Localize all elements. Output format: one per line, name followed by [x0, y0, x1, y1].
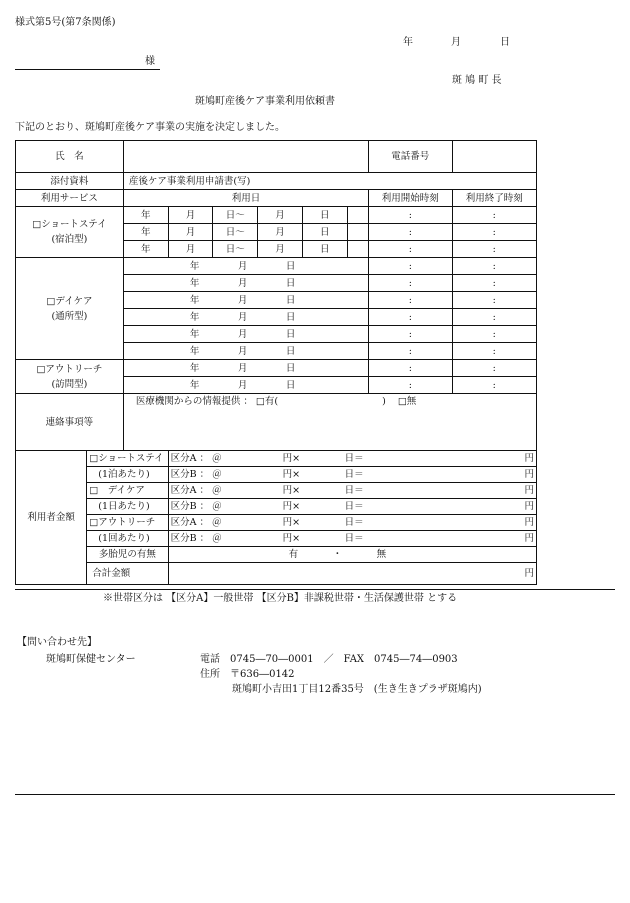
day-care-date[interactable]: 年 月 日 — [123, 343, 368, 360]
start-time-field[interactable]: : — [369, 275, 452, 292]
intro-text: 下記のとおり、斑鳩町産後ケア事業の実施を決定しました。 — [15, 122, 285, 133]
fee-row — [16, 499, 537, 515]
divider-top — [15, 589, 615, 590]
inquiry-postal: 住所 〒636―0142 — [200, 669, 295, 680]
fee-line-a[interactable]: 区分A ： ＠ 円× 日＝ 円 — [168, 515, 536, 531]
start-time-field[interactable]: : — [369, 309, 452, 326]
start-time-field[interactable]: : — [369, 258, 452, 275]
outreach-date[interactable]: 年 月 日 — [123, 360, 368, 377]
date-month-label: 月 — [451, 37, 461, 48]
ss-day-from: 日～ — [213, 224, 258, 241]
date-header: 利用日 — [123, 190, 368, 207]
ss-blank — [347, 207, 368, 224]
date-year-label: 年 — [403, 37, 413, 48]
fee-line-b[interactable]: 区分B ： ＠ 円× 日＝ 円 — [168, 531, 536, 547]
end-time-field[interactable]: : — [452, 343, 537, 360]
ss-day-from: 日～ — [213, 241, 258, 258]
ss-year: 年 — [123, 241, 168, 258]
addressee-suffix: 様 — [145, 56, 155, 67]
twins-row — [16, 547, 537, 563]
start-time-field[interactable]: : — [369, 360, 452, 377]
total-label: 合計金額 — [87, 563, 168, 585]
end-time-field[interactable]: : — [452, 326, 537, 343]
day-care-date[interactable]: 年 月 日 — [123, 292, 368, 309]
ss-month: 月 — [168, 241, 213, 258]
fee-row — [16, 451, 537, 467]
fee-line-b[interactable]: 区分B ： ＠ 円× 日＝ 円 — [168, 467, 536, 483]
ss-month-to: 月 — [258, 241, 303, 258]
ss-day-to: 日 — [302, 224, 347, 241]
day-care-date[interactable]: 年 月 日 — [123, 275, 368, 292]
name-row — [16, 141, 537, 173]
ss-day-to: 日 — [302, 241, 347, 258]
end-time-header: 利用終了時刻 — [452, 190, 537, 207]
fee-service-label[interactable]: □ショートステイ — [87, 451, 168, 467]
date-day-label: 日 — [500, 37, 510, 48]
ss-month-to: 月 — [258, 207, 303, 224]
end-time-field[interactable]: : — [452, 309, 537, 326]
day-care-row — [16, 258, 537, 275]
total-row — [16, 563, 537, 585]
fee-service-label[interactable]: □ デイケア — [87, 483, 168, 499]
fee-line-a[interactable]: 区分A ： ＠ 円× 日＝ 円 — [168, 451, 536, 467]
info-provision-close: ) — [382, 396, 386, 407]
outreach-row — [16, 360, 537, 377]
contact-notes-label: 連絡事項等 — [16, 394, 124, 451]
ss-month-to: 月 — [258, 224, 303, 241]
addressee-underline — [15, 69, 160, 70]
end-time-field[interactable]: : — [452, 360, 537, 377]
day-care-label: □デイケア (通所型) — [16, 258, 124, 360]
fee-row — [16, 483, 537, 499]
issuer: 斑 鳩 町 長 — [452, 75, 502, 86]
fee-row — [16, 515, 537, 531]
attachment-label: 添付資料 — [16, 173, 124, 190]
ss-year: 年 — [123, 207, 168, 224]
end-time-field[interactable]: : — [452, 275, 537, 292]
start-time-field[interactable]: : — [369, 326, 452, 343]
day-care-date[interactable]: 年 月 日 — [123, 309, 368, 326]
household-note: ※世帯区分は 【区分A】一般世帯 【区分B】非課税世帯・生活保護世帯 とする — [103, 593, 458, 604]
info-provision-text: 医療機関からの情報提供 ： □有( — [135, 396, 279, 407]
day-care-date[interactable]: 年 月 日 — [123, 258, 368, 275]
short-stay-row — [16, 207, 537, 224]
phone-field[interactable] — [452, 141, 537, 173]
end-time-field[interactable]: : — [452, 258, 537, 275]
request-form-table — [15, 140, 537, 585]
fee-row — [16, 467, 537, 483]
service-header-row — [16, 190, 537, 207]
ss-month: 月 — [168, 207, 213, 224]
contact-notes-field[interactable] — [123, 394, 536, 451]
ss-month: 月 — [168, 224, 213, 241]
start-time-field[interactable]: : — [369, 377, 452, 394]
fee-line-b[interactable]: 区分B ： ＠ 円× 日＝ 円 — [168, 499, 536, 515]
info-provision-none-checkbox[interactable]: □無 — [397, 396, 417, 407]
attachment-value: 産後ケア事業利用申請書(写) — [123, 173, 536, 190]
end-time-field[interactable]: : — [452, 241, 537, 258]
ss-day-to: 日 — [302, 207, 347, 224]
twins-label: 多胎児の有無 — [87, 547, 168, 563]
inquiry-heading: 【問い合わせ先】 — [17, 637, 97, 648]
total-amount-field[interactable]: 円 — [168, 563, 536, 585]
attachment-row — [16, 173, 537, 190]
fee-service-label[interactable]: □アウトリーチ — [87, 515, 168, 531]
fee-unit-label: (1泊あたり) — [87, 467, 168, 483]
start-time-field[interactable]: : — [369, 241, 452, 258]
start-time-field[interactable]: : — [369, 207, 452, 224]
form-number: 様式第5号(第7条関係) — [15, 17, 116, 28]
name-field[interactable] — [123, 141, 368, 173]
start-time-field[interactable]: : — [369, 224, 452, 241]
end-time-field[interactable]: : — [452, 377, 537, 394]
end-time-field[interactable]: : — [452, 224, 537, 241]
day-care-date[interactable]: 年 月 日 — [123, 326, 368, 343]
ss-blank — [347, 241, 368, 258]
inquiry-tel-fax: 電話 0745―70―0001 ／ FAX 0745―74―0903 — [200, 654, 458, 665]
fee-unit-label: (1回あたり) — [87, 531, 168, 547]
fee-unit-label: (1日あたり) — [87, 499, 168, 515]
ss-year: 年 — [123, 224, 168, 241]
outreach-date[interactable]: 年 月 日 — [123, 377, 368, 394]
end-time-field[interactable]: : — [452, 292, 537, 309]
fee-row — [16, 531, 537, 547]
short-stay-label: □ショートステイ (宿泊型) — [16, 207, 124, 258]
service-label: 利用サービス — [16, 190, 124, 207]
divider-bottom — [15, 794, 615, 795]
twins-choice[interactable]: 有 ・ 無 — [168, 547, 536, 563]
name-label: 氏 名 — [16, 141, 124, 173]
start-time-header: 利用開始時刻 — [369, 190, 452, 207]
contact-notes-row — [16, 394, 537, 451]
document-title: 斑鳩町産後ケア事業利用依頼書 — [195, 96, 335, 107]
end-time-field[interactable]: : — [452, 207, 537, 224]
phone-label: 電話番号 — [369, 141, 452, 173]
start-time-field[interactable]: : — [369, 343, 452, 360]
inquiry-address: 斑鳩町小吉田1丁目12番35号 (生き生きプラザ斑鳩内) — [232, 684, 482, 695]
ss-blank — [347, 224, 368, 241]
start-time-field[interactable]: : — [369, 292, 452, 309]
inquiry-org: 斑鳩町保健センター — [46, 654, 136, 665]
outreach-label: □アウトリーチ (訪問型) — [16, 360, 124, 394]
ss-day-from: 日～ — [213, 207, 258, 224]
fee-line-a[interactable]: 区分A ： ＠ 円× 日＝ 円 — [168, 483, 536, 499]
fee-label: 利用者金額 — [16, 451, 87, 585]
